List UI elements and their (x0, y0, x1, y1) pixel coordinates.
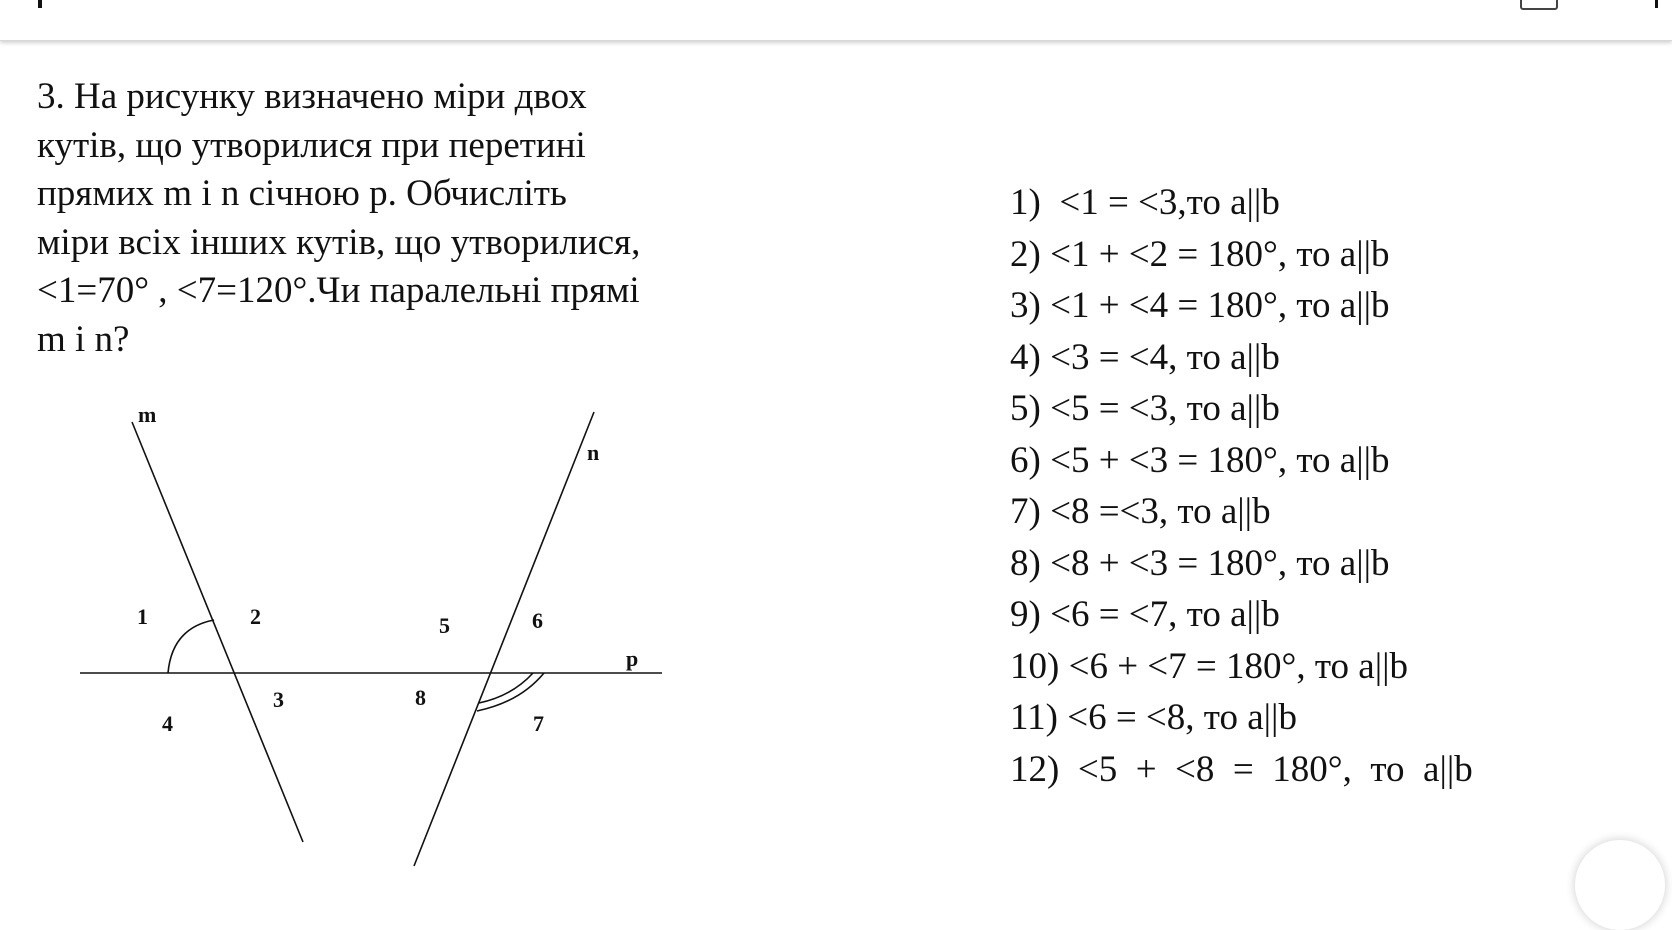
problem-line: <1=70° , <7=120°.Чи паралельні прямі (37, 270, 640, 311)
line-label-p: p (626, 646, 639, 671)
statement-item: 12) <5 + <8 = 180°, то a||b (1010, 748, 1473, 790)
statement-item: 9) <6 = <7, то a||b (1010, 594, 1280, 635)
problem-line: міри всіх інших кутів, що утворилися, (37, 221, 641, 263)
problem-line: m і n? (37, 318, 130, 360)
statement-item: 1) <1 = <3,то a||b (1010, 182, 1280, 223)
statement-item: 6) <5 + <3 = 180°, то a||b (1010, 439, 1390, 481)
statement-item: 7) <8 =<3, то a||b (1010, 491, 1271, 532)
angle-label-7: 7 (533, 711, 544, 736)
angle-1-arc (168, 620, 214, 673)
statement-item: 8) <8 + <3 = 180°, то a||b (1010, 542, 1390, 584)
angle-label-1: 1 (137, 604, 148, 629)
toolbar-window-icon[interactable] (1520, 0, 1558, 10)
angle-label-8: 8 (415, 685, 426, 710)
angle-label-3: 3 (273, 687, 284, 712)
statement-list (1010, 177, 1650, 795)
problem-line: кутів, що утворилися при перетині (37, 124, 586, 166)
line-n (414, 412, 594, 866)
floating-action-button[interactable] (1575, 840, 1665, 930)
line-label-n: n (587, 440, 600, 465)
problem-line: 3. На рисунку визначено міри двох (37, 76, 587, 117)
geometry-figure (0, 360, 900, 877)
problem-text (37, 73, 782, 364)
statement-item: 3) <1 + <4 = 180°, то a||b (1010, 285, 1390, 326)
statement-item: 10) <6 + <7 = 180°, то a||b (1010, 645, 1409, 687)
statement-item: 2) <1 + <2 = 180°, то a||b (1010, 233, 1390, 275)
angle-label-4: 4 (162, 711, 173, 736)
top-toolbar (0, 0, 1672, 41)
toolbar-right-icon[interactable] (1655, 0, 1658, 8)
angle-label-5: 5 (439, 613, 450, 638)
angle-label-2: 2 (250, 604, 261, 629)
problem-line: прямих m і n січною р. Обчисліть (37, 173, 567, 214)
statement-item: 11) <6 = <8, то a||b (1010, 697, 1297, 738)
angle-7-arc-inner (479, 673, 533, 703)
angle-label-6: 6 (532, 608, 543, 633)
line-m (132, 422, 303, 842)
statement-item: 5) <5 = <3, то a||b (1010, 388, 1280, 429)
statement-item: 4) <3 = <4, то a||b (1010, 336, 1280, 378)
toolbar-left-icon[interactable] (38, 0, 42, 8)
line-label-m: m (138, 402, 157, 427)
